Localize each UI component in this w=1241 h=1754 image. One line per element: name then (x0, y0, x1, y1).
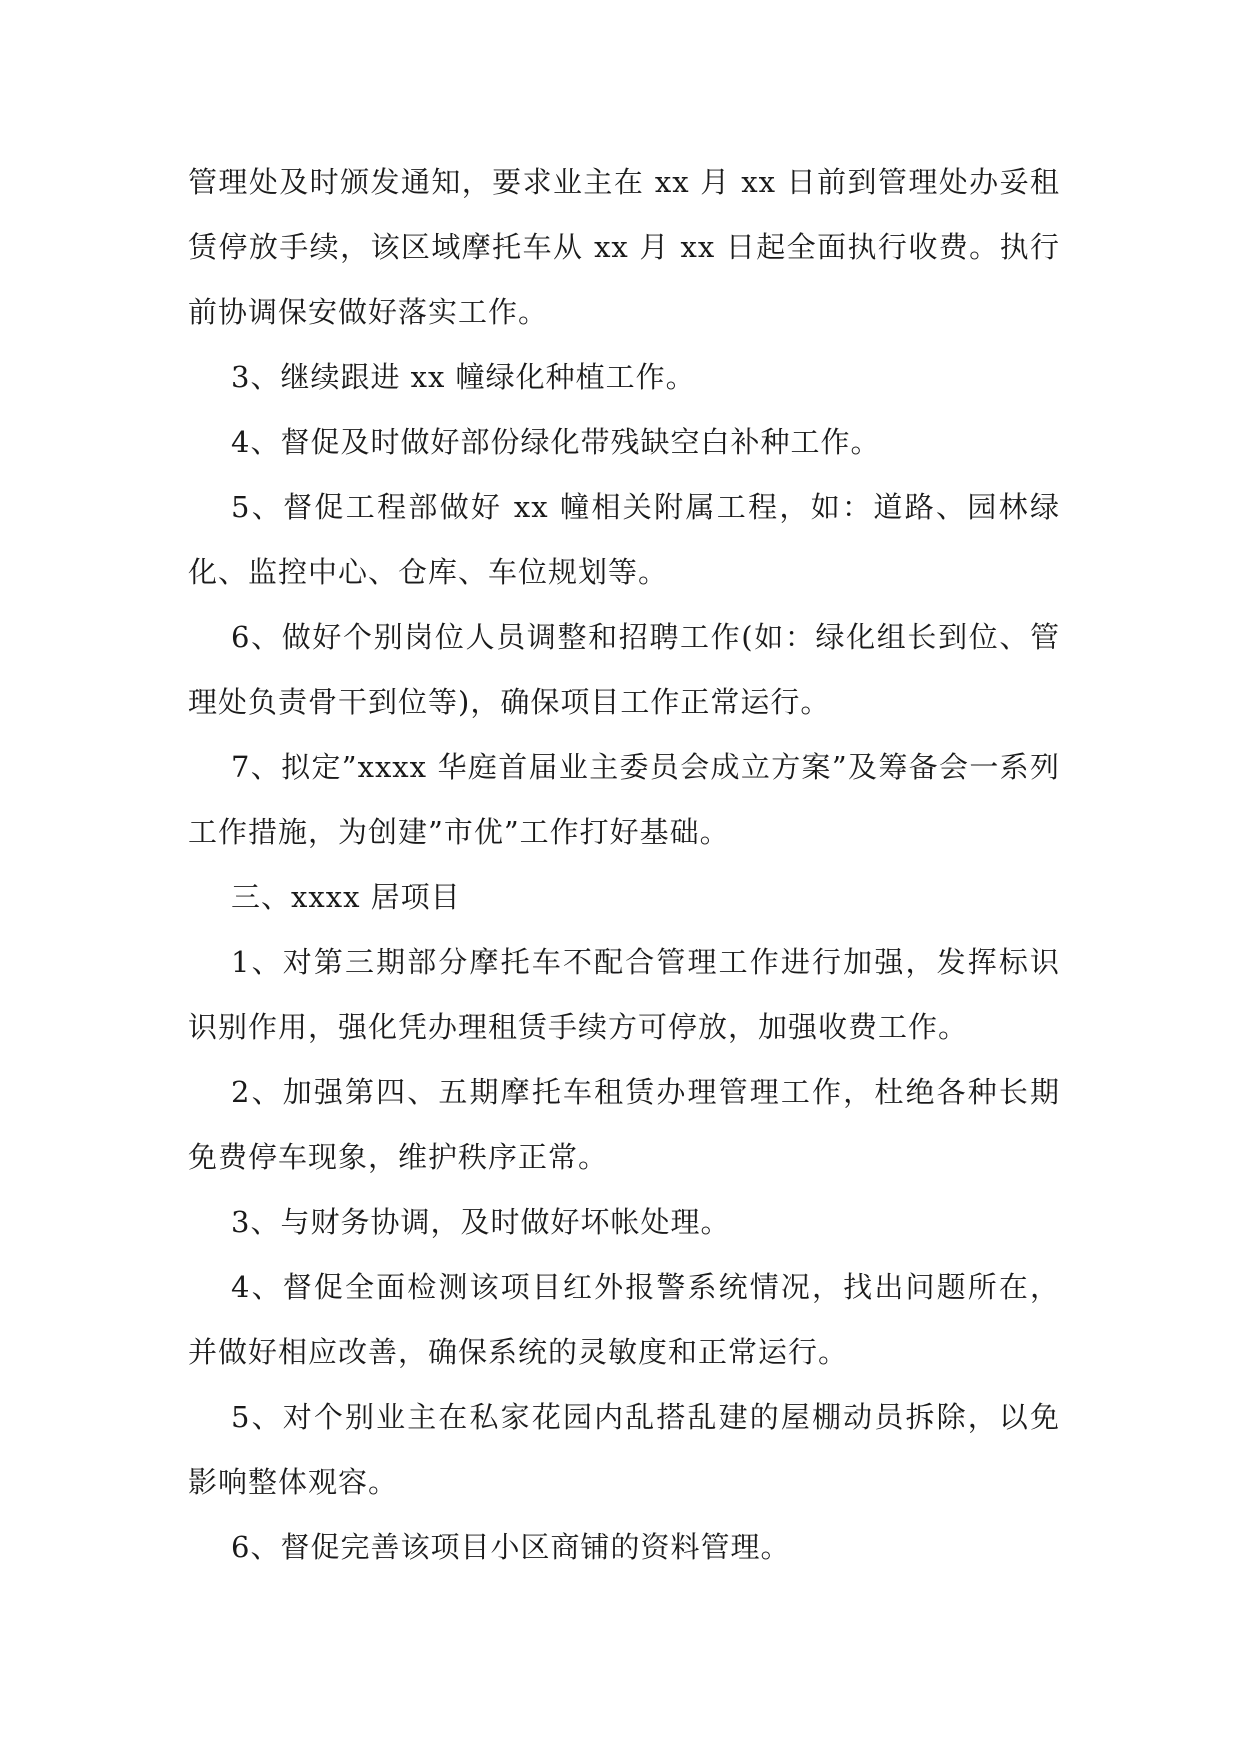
paragraph-item-5-demolition: 5、对个别业主在私家花园内乱搭乱建的屋棚动员拆除，以免影响整体观容。 (188, 1400, 1060, 1499)
paragraph-item-4-alarm: 4、督促全面检测该项目红外报警系统情况，找出问题所在，并做好相应改善，确保系统的灵敏度和正常运行。 (188, 1270, 1060, 1369)
section-heading-project-3: 三、xxxx 居项目 (231, 880, 461, 914)
paragraph-item-3-greening: 3、继续跟进 xx 幢绿化种植工作。 (231, 360, 696, 394)
document-body (188, 150, 1060, 1580)
paragraph-item-1-motorcycles: 1、对第三期部分摩托车不配合管理工作进行加强，发挥标识识别作用，强化凭办理租赁手续方可停放，加强收费工作。 (188, 945, 1060, 1044)
paragraph-item-7-committee: 7、拟定”xxxx 华庭首届业主委员会成立方案”及筹备会一系列工作措施，为创建”市优”工作打好基础。 (188, 750, 1060, 849)
paragraph-item-6-shops: 6、督促完善该项目小区商铺的资料管理。 (231, 1530, 791, 1564)
paragraph-item-2-rental: 2、加强第四、五期摩托车租赁办理管理工作，杜绝各种长期免费停车现象，维护秩序正常。 (188, 1075, 1060, 1174)
paragraph-item-3-finance: 3、与财务协调，及时做好坏帐处理。 (231, 1205, 731, 1239)
paragraph-item-4-replanting: 4、督促及时做好部份绿化带残缺空白补种工作。 (231, 425, 881, 459)
paragraph-item-5-engineering: 5、督促工程部做好 xx 幢相关附属工程，如：道路、园林绿化、监控中心、仓库、车位规划等。 (188, 490, 1060, 589)
paragraph-item-6-staffing: 6、做好个别岗位人员调整和招聘工作(如：绿化组长到位、管理处负责骨干到位等)，确保项目工作正常运行。 (188, 620, 1060, 719)
paragraph-continuation: 管理处及时颁发通知，要求业主在 xx 月 xx 日前到管理处办妥租赁停放手续，该区域摩托车从 xx 月 xx 日起全面执行收费。执行前协调保安做好落实工作。 (188, 165, 1060, 329)
